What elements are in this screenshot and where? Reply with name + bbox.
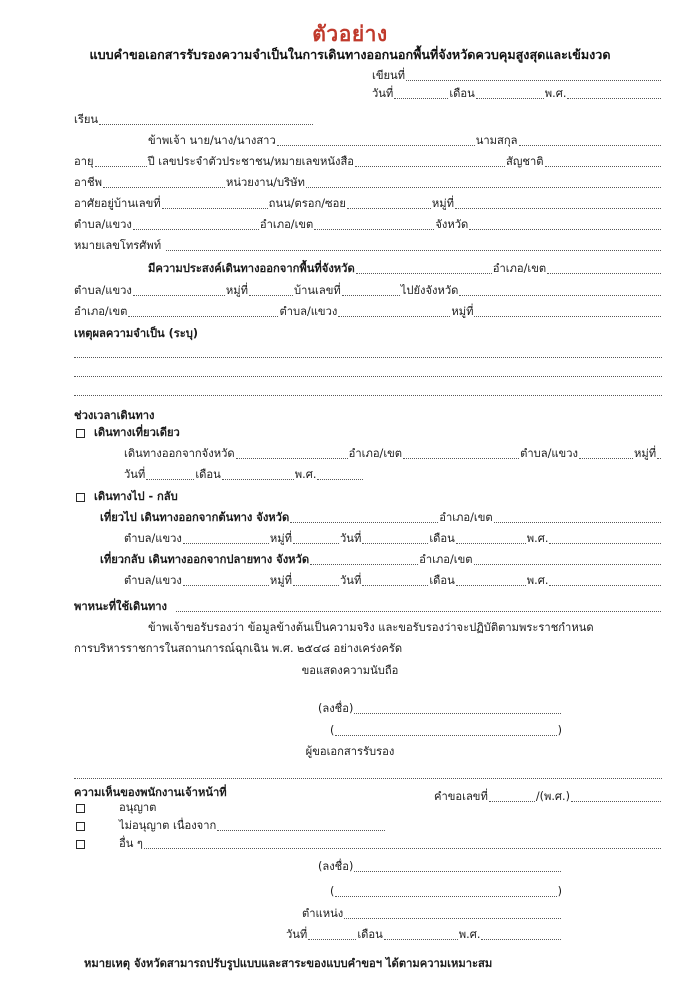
- applicant-sign-label: (ลงชื่อ): [318, 702, 354, 715]
- header-date-row: [372, 88, 662, 100]
- reason-line-1[interactable]: [74, 357, 662, 358]
- nationality-label: สัญชาติ: [506, 155, 544, 168]
- return-month-label: เดือน: [429, 574, 455, 587]
- written-at-input[interactable]: [406, 72, 661, 81]
- request-year-input[interactable]: [571, 793, 661, 802]
- request-no-separator: /(พ.ศ.): [535, 790, 570, 803]
- outbound-row: [100, 512, 662, 524]
- return-year-input[interactable]: [549, 577, 661, 586]
- officer-date-row: [286, 929, 562, 941]
- intent-destination-input[interactable]: [459, 287, 661, 296]
- one-way-month-label: เดือน: [195, 468, 221, 481]
- footnote: หมายเหตุ จังหวัดสามารถปรับรูปแบบและสาระของแบบคำขอฯ ได้ตามความเหมาะสม: [84, 957, 493, 970]
- written-at-row: [372, 70, 662, 82]
- applicant-printed-name-input[interactable]: [335, 727, 556, 736]
- return-detail-row: [124, 575, 662, 587]
- one-way-depart-label: เดินทางออกจากจังหวัด: [124, 447, 235, 460]
- outbound-month-label: เดือน: [429, 532, 455, 545]
- vehicle-input[interactable]: [176, 603, 661, 612]
- applicant-role-label: ผู้ขอเอกสารรับรอง: [305, 745, 395, 758]
- province-input[interactable]: [469, 221, 661, 230]
- outbound-year-input[interactable]: [549, 535, 661, 544]
- officer-position-row: [302, 908, 562, 920]
- intent-origin-row: [74, 285, 662, 297]
- one-way-district-input[interactable]: [403, 450, 519, 459]
- applicant-address-row: [74, 198, 662, 210]
- officer-date-label: วันที่: [286, 928, 308, 941]
- intent-dest-district-input[interactable]: [128, 308, 278, 317]
- return-subdistrict-label: ตำบล/แขวง: [124, 574, 182, 587]
- applicant-sign-input[interactable]: [354, 705, 561, 714]
- moo-label: หมู่ที่: [431, 197, 455, 210]
- one-way-year-label: พ.ศ.: [294, 468, 317, 481]
- salutation-label: เรียน: [74, 113, 99, 126]
- return-district-input[interactable]: [474, 556, 661, 565]
- officer-option-deny[interactable]: [76, 820, 662, 832]
- intent-moo-input[interactable]: [249, 287, 293, 296]
- outbound-label: เที่ยวไป เดินทางออกจากต้นทาง จังหวัด: [100, 511, 290, 524]
- return-month-input[interactable]: [456, 577, 526, 586]
- applicant-firstname-input[interactable]: [277, 137, 475, 146]
- id-input[interactable]: [355, 158, 505, 167]
- intent-dest-moo-label: หมู่ที่: [451, 305, 474, 318]
- id-label: ปี เลขประจำตัวประชาชน/หมายเลขหนังสือ: [147, 155, 355, 168]
- sample-watermark: ตัวอย่าง: [312, 22, 388, 46]
- nationality-input[interactable]: [545, 158, 661, 167]
- occupation-input[interactable]: [103, 179, 225, 188]
- applicant-sign-row: [318, 703, 562, 715]
- one-way-checkbox-row[interactable]: [76, 427, 180, 439]
- reason-line-2[interactable]: [74, 376, 662, 377]
- return-province-input[interactable]: [310, 556, 418, 565]
- declaration-closing: ขอแสดงความนับถือ: [301, 664, 399, 677]
- request-no-input[interactable]: [489, 793, 535, 802]
- one-way-checkbox[interactable]: [76, 429, 85, 438]
- officer-option-other[interactable]: [76, 838, 662, 850]
- one-way-moo-input[interactable]: [657, 450, 661, 459]
- salutation-row: [74, 114, 314, 126]
- intent-dest-moo-input[interactable]: [474, 308, 661, 317]
- page-title: แบบคำขอเอกสารรับรองความจำเป็นในการเดินทางออกนอกพื้นที่จังหวัดควบคุมสูงสุดและเข้มงวด: [89, 47, 611, 62]
- header-date-input[interactable]: [394, 90, 448, 99]
- declaration-line-1: ข้าพเจ้าขอรับรองว่า ข้อมูลข้างต้นเป็นความจริง และขอรับรองว่าจะปฏิบัติตามพระราชกำหนด: [148, 621, 594, 634]
- officer-year-input[interactable]: [481, 931, 561, 940]
- outbound-date-label: วันที่: [340, 532, 362, 545]
- applicant-occupation-row: [74, 177, 662, 189]
- organization-label: หน่วยงาน/บริษัท: [225, 176, 305, 189]
- officer-heading: ความเห็นของพนักงานเจ้าหน้าที่: [74, 786, 227, 799]
- return-year-label: พ.ศ.: [526, 574, 549, 587]
- one-way-date-input[interactable]: [146, 471, 194, 480]
- officer-month-input[interactable]: [384, 931, 458, 940]
- header-month-input[interactable]: [476, 90, 544, 99]
- round-trip-label: เดินทางไป - กลับ: [94, 490, 178, 503]
- one-way-district-label: อำเภอ/เขต: [348, 447, 403, 460]
- header-year-input[interactable]: [567, 90, 661, 99]
- officer-name-close-paren: ): [557, 885, 562, 898]
- phone-input[interactable]: [166, 242, 661, 251]
- intent-destination-row: [74, 306, 662, 318]
- district-label: อำเภอ/เขต: [259, 218, 314, 231]
- outbound-subdistrict-input[interactable]: [183, 535, 269, 544]
- written-at-label: เขียนที่: [372, 69, 406, 82]
- officer-printed-name-input[interactable]: [335, 888, 556, 897]
- one-way-date-label: วันที่: [124, 468, 146, 481]
- other-detail-input[interactable]: [144, 840, 661, 849]
- outbound-subdistrict-label: ตำบล/แขวง: [124, 532, 182, 545]
- officer-name-open-paren: (: [330, 885, 335, 898]
- subdistrict-label: ตำบล/แขวง: [74, 218, 132, 231]
- return-label: เที่ยวกลับ เดินทางออกจากปลายทาง จังหวัด: [100, 553, 310, 566]
- applicant-name-open-paren: (: [330, 724, 335, 737]
- district-input[interactable]: [314, 221, 434, 230]
- age-label: อายุ: [74, 155, 94, 168]
- intent-destination-label: ไปยังจังหวัด: [400, 284, 459, 297]
- one-way-subdistrict-label: ตำบล/แขวง: [520, 447, 578, 460]
- officer-month-label: เดือน: [357, 928, 383, 941]
- approve-checkbox[interactable]: [76, 804, 85, 813]
- return-subdistrict-input[interactable]: [183, 577, 269, 586]
- return-date-input[interactable]: [362, 577, 428, 586]
- one-way-depart-row: [124, 448, 662, 460]
- applicant-surname-label: นามสกุล: [475, 134, 518, 147]
- officer-position-label: ตำแหน่ง: [302, 907, 344, 920]
- house-no-label: อาศัยอยู่บ้านเลขที่: [74, 197, 161, 210]
- officer-date-input[interactable]: [308, 931, 356, 940]
- outbound-moo-input[interactable]: [293, 535, 339, 544]
- deny-checkbox[interactable]: [76, 822, 85, 831]
- return-moo-input[interactable]: [293, 577, 339, 586]
- intent-district-label: อำเภอ/เขต: [492, 262, 547, 275]
- vehicle-row: [74, 601, 662, 613]
- officer-name-paren-row: [330, 886, 562, 898]
- moo-input[interactable]: [455, 200, 661, 209]
- age-input[interactable]: [95, 158, 147, 167]
- intent-subdistrict-input[interactable]: [133, 287, 225, 296]
- officer-sign-label: (ลงชื่อ): [318, 860, 354, 873]
- return-row: [100, 554, 662, 566]
- province-label: จังหวัด: [435, 218, 469, 231]
- other-label: อื่น ๆ: [119, 837, 143, 850]
- outbound-month-input[interactable]: [456, 535, 526, 544]
- outbound-district-input[interactable]: [494, 514, 661, 523]
- one-way-province-input[interactable]: [236, 450, 348, 459]
- applicant-name-row: [148, 135, 662, 147]
- outbound-year-label: พ.ศ.: [526, 532, 549, 545]
- applicant-area-row: [74, 219, 662, 231]
- outbound-moo-label: หมู่ที่: [269, 532, 293, 545]
- intent-dest-district-label: อำเภอ/เขต: [74, 305, 128, 318]
- subdistrict-input[interactable]: [133, 221, 259, 230]
- header-date-label: วันที่: [372, 87, 394, 100]
- outbound-detail-row: [124, 533, 662, 545]
- one-way-month-input[interactable]: [222, 471, 294, 480]
- one-way-year-input[interactable]: [317, 471, 363, 480]
- round-trip-checkbox[interactable]: [76, 493, 85, 502]
- house-no-input[interactable]: [162, 200, 268, 209]
- intent-province-input[interactable]: [356, 265, 492, 274]
- declaration-line-2: การบริหารราชการในสถานการณ์ฉุกเฉิน พ.ศ. ๒๕๔๘ อย่างเคร่งครัด: [74, 642, 403, 655]
- deny-reason-input[interactable]: [217, 822, 385, 831]
- return-district-label: อำเภอ/เขต: [419, 553, 473, 566]
- applicant-name-paren-row: [330, 725, 562, 737]
- intent-subdistrict-label: ตำบล/แขวง: [74, 284, 132, 297]
- intent-district-input[interactable]: [547, 265, 661, 274]
- deny-label: ไม่อนุญาต เนื่องจาก: [119, 819, 217, 832]
- outbound-date-input[interactable]: [362, 535, 428, 544]
- intent-dest-subdistrict-input[interactable]: [338, 308, 450, 317]
- phone-label: หมายเลขโทรศัพท์: [74, 239, 162, 252]
- officer-position-input[interactable]: [344, 910, 561, 919]
- section-divider: [74, 778, 662, 779]
- return-date-label: วันที่: [340, 574, 362, 587]
- road-input[interactable]: [347, 200, 431, 209]
- applicant-surname-input[interactable]: [519, 137, 662, 146]
- one-way-moo-label: หมู่ที่: [633, 447, 657, 460]
- occupation-label: อาชีพ: [74, 176, 102, 189]
- outbound-district-label: อำเภอ/เขต: [439, 511, 493, 524]
- intent-purpose-row: [148, 263, 662, 275]
- reason-heading: เหตุผลความจำเป็น (ระบุ): [74, 327, 198, 340]
- road-label: ถนน/ตรอก/ซอย: [268, 197, 346, 210]
- outbound-province-input[interactable]: [290, 514, 438, 523]
- header-month-label: เดือน: [449, 87, 475, 100]
- other-checkbox[interactable]: [76, 840, 85, 849]
- vehicle-label: พาหนะที่ใช้เดินทาง: [74, 600, 167, 613]
- request-no-label: คำขอเลขที่: [434, 790, 488, 803]
- one-way-label: เดินทางเที่ยวเดียว: [94, 426, 180, 439]
- officer-option-approve[interactable]: [76, 802, 156, 814]
- salutation-input[interactable]: [99, 116, 313, 125]
- organization-input[interactable]: [306, 179, 661, 188]
- round-trip-checkbox-row[interactable]: [76, 491, 178, 503]
- intent-purpose-label: มีความประสงค์เดินทางออกจากพื้นที่จังหวัด: [148, 262, 355, 275]
- reason-line-3[interactable]: [74, 395, 662, 396]
- intent-house-no-label: บ้านเลขที่: [294, 284, 341, 297]
- applicant-intro-label: ข้าพเจ้า นาย/นาง/นางสาว: [148, 134, 276, 147]
- one-way-date-row: [124, 469, 384, 481]
- applicant-age-row: [74, 156, 662, 168]
- request-no-row: [434, 791, 662, 803]
- intent-house-no-input[interactable]: [342, 287, 400, 296]
- header-year-label: พ.ศ.: [544, 87, 567, 100]
- officer-sign-row: [318, 861, 562, 873]
- one-way-subdistrict-input[interactable]: [579, 450, 633, 459]
- officer-year-label: พ.ศ.: [458, 928, 481, 941]
- applicant-name-close-paren: ): [557, 724, 562, 737]
- travel-period-heading: ช่วงเวลาเดินทาง: [74, 409, 155, 422]
- intent-dest-subdistrict-label: ตำบล/แขวง: [279, 305, 338, 318]
- approve-label: อนุญาต: [119, 801, 157, 814]
- return-moo-label: หมู่ที่: [269, 574, 293, 587]
- applicant-phone-row: [74, 240, 662, 252]
- intent-moo-label: หมู่ที่: [225, 284, 249, 297]
- officer-sign-input[interactable]: [354, 863, 561, 872]
